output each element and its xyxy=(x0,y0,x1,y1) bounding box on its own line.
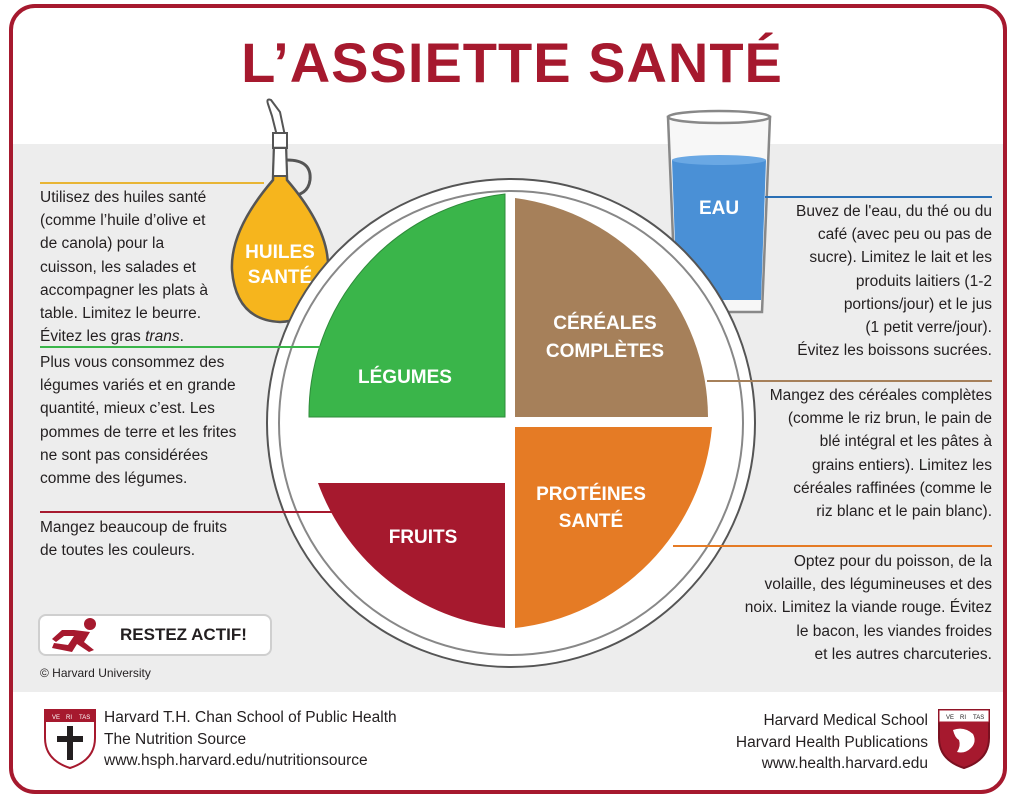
oil-label-line-2: SANTÉ xyxy=(247,267,313,288)
stay-active-badge xyxy=(38,614,272,656)
shield-tas: TAS xyxy=(79,715,91,721)
oils-note-last-line xyxy=(40,325,270,348)
copyright: © Harvard University xyxy=(40,666,151,680)
oils-note-line: accompagner les plats à xyxy=(40,281,209,299)
oils-note-line: (comme l’huile d’olive et xyxy=(40,212,206,230)
footer-left-line: Harvard T.H. Chan School of Public Health xyxy=(104,709,397,726)
oils-note-period: . xyxy=(179,328,184,346)
footer-right xyxy=(640,710,928,775)
protein-note xyxy=(720,550,992,666)
oils-note xyxy=(40,186,270,348)
oils-note-line: cuisson, les salades et xyxy=(40,258,196,276)
fruits-note-line: Mangez beaucoup de fruits xyxy=(40,519,227,536)
grains-note-line: grains entiers). Limitez les xyxy=(811,456,992,474)
footer-left-line: www.hsph.harvard.edu/nutritionsource xyxy=(104,752,368,769)
shield-ve: VE xyxy=(946,715,955,721)
grains-note-line: blé intégral et les pâtes à xyxy=(819,433,992,451)
protein-note-line: volaille, des légumineuses et des xyxy=(764,576,992,594)
water-note-line: produits laitiers (1-2 xyxy=(855,272,992,290)
protein-note-line: et les autres charcuteries. xyxy=(814,645,992,663)
vegetables-note-line: quantité, mieux c’est. Les xyxy=(40,400,215,418)
footer-right-line: www.health.harvard.edu xyxy=(761,755,928,772)
harvard-medical-shield-icon xyxy=(937,708,991,770)
grains-note xyxy=(740,384,992,523)
water-note xyxy=(740,200,992,362)
footer-right-line: Harvard Medical School xyxy=(763,712,928,729)
grains-note-line: riz blanc et le pain blanc). xyxy=(816,503,992,521)
oils-note-line: de canola) pour la xyxy=(40,235,165,253)
vegetables-label: LÉGUMES xyxy=(358,367,452,388)
footer-left-line: The Nutrition Source xyxy=(104,730,247,748)
water-note-line: café (avec peu ou pas de xyxy=(817,226,992,244)
water-note-line: Évitez les boissons sucrées. xyxy=(797,342,992,360)
protein-label-line-1: PROTÉINES xyxy=(536,484,646,505)
grains-note-line: (comme le riz brun, le pain de xyxy=(787,410,992,428)
water-note-line: Buvez de l'eau, du thé ou du xyxy=(796,203,992,220)
protein-label-line-2: SANTÉ xyxy=(558,511,624,532)
water-label: EAU xyxy=(698,198,740,219)
shield-tas: TAS xyxy=(973,715,985,721)
oil-label-line-1: HUILES xyxy=(245,242,315,263)
grains-label-line-1: CÉRÉALES xyxy=(553,313,657,334)
protein-note-line: noix. Limitez la viande rouge. Évitez xyxy=(744,599,992,617)
stay-active-label: RESTEZ ACTIF! xyxy=(120,625,247,644)
harvard-chan-shield-icon xyxy=(43,708,97,770)
shield-ri: RI xyxy=(960,715,966,721)
plate xyxy=(267,179,755,667)
shield-ri: RI xyxy=(66,715,72,721)
grains-note-line: Mangez des céréales complètes xyxy=(769,387,992,404)
shield-ve: VE xyxy=(52,715,61,721)
footer-right-line: Harvard Health Publications xyxy=(735,733,928,751)
water-note-line: (1 petit verre/jour). xyxy=(865,319,992,337)
fruits-label: FRUITS xyxy=(388,527,458,548)
vegetables-note-line: légumes variés et en grande xyxy=(40,377,236,395)
water-note-line: portions/jour) et le jus xyxy=(843,295,992,313)
protein-note-line: Optez pour du poisson, de la xyxy=(793,553,992,570)
protein-note-line: le bacon, les viandes froides xyxy=(796,622,992,640)
vegetables-note xyxy=(40,351,300,490)
fruits-note-line: de toutes les couleurs. xyxy=(40,542,196,560)
oils-note-line: Utilisez des huiles santé xyxy=(40,189,207,206)
footer-left xyxy=(104,707,397,772)
vegetables-note-line: ne sont pas considérées xyxy=(40,446,209,464)
water-note-line: sucre). Limitez le lait et les xyxy=(809,249,992,267)
vegetables-note-line: pommes de terre et les frites xyxy=(40,423,237,441)
oils-note-line: table. Limitez le beurre. xyxy=(40,305,202,323)
oils-note-text: Évitez les gras xyxy=(40,328,146,346)
grains-note-line: céréales raffinées (comme le xyxy=(793,479,992,497)
grains-label-line-2: COMPLÈTES xyxy=(545,341,665,362)
page-title: L’ASSIETTE SANTÉ xyxy=(241,31,783,94)
oils-note-italic: trans xyxy=(145,328,180,346)
vegetables-note-line: Plus vous consommez des xyxy=(40,354,225,371)
vegetables-note-line: comme des légumes. xyxy=(40,470,188,488)
runner-icon xyxy=(44,616,114,654)
fruits-note xyxy=(40,516,280,562)
